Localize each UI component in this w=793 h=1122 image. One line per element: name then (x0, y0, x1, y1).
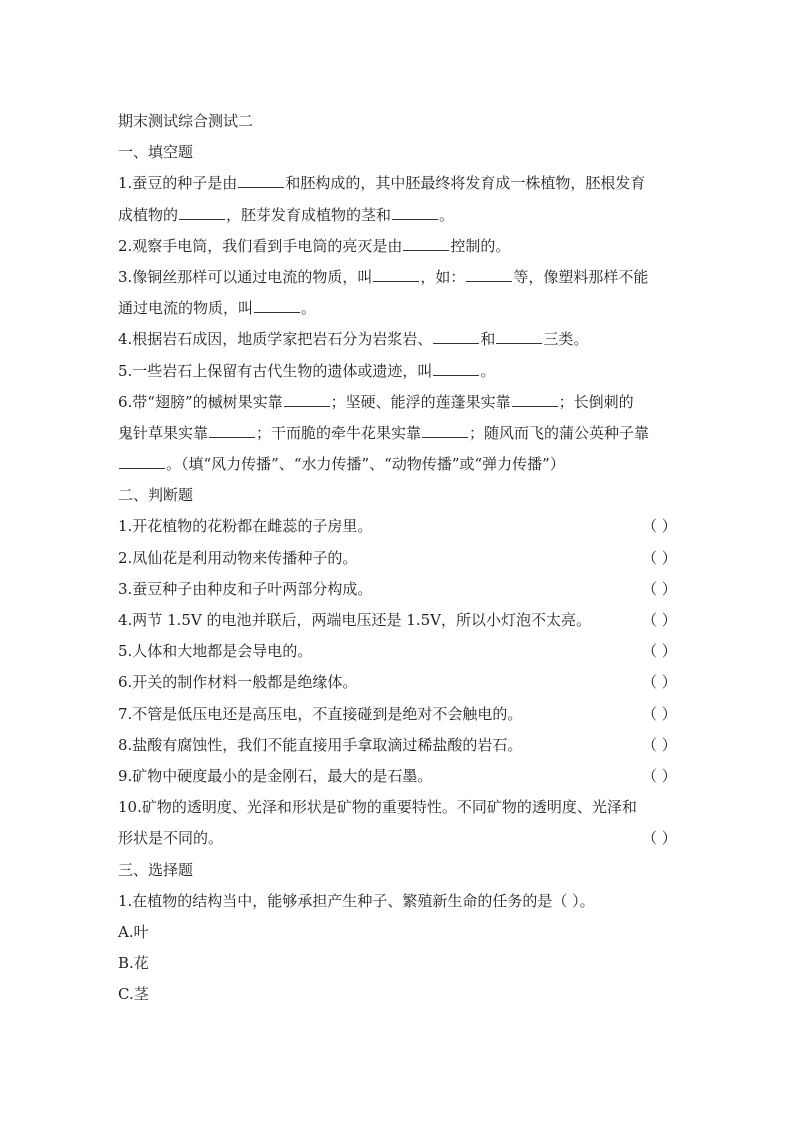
section-heading-choice: 三、选择题 (118, 860, 194, 879)
fill-q6-line1: 6.带“翅膀”的槭树果实靠 ；坚硬、能浮的莲蓬果实靠 ；长倒刺的 (118, 392, 634, 411)
choice-option-b: B.花 (118, 954, 149, 973)
document-page (118, 106, 678, 1010)
answer-blank (373, 267, 419, 282)
judge-item-4: 4.两节 1.5V 的电池并联后，两端电压还是 1.5V，所以小灯泡不太亮。 （ ） (118, 605, 678, 636)
judge-item-3: 3.蚕豆种子由种皮和子叶两部分构成。 （ ） (118, 574, 678, 605)
judge-item-1: 1.开花植物的花粉都在雌蕊的子房里。 （ ） (118, 511, 678, 542)
answer-blank (238, 173, 284, 188)
judge-item-8: 8.盐酸有腐蚀性，我们不能直接用手拿取滴过稀盐酸的岩石。 （ ） (118, 730, 678, 761)
fill-q6-line3: 。（填“风力传播”、“水力传播”、“动物传播”或“弹力传播”） (118, 449, 678, 480)
answer-paren: （ ） (642, 642, 677, 661)
answer-paren: （ ） (642, 829, 677, 848)
answer-paren: （ ） (642, 579, 677, 598)
answer-blank (512, 392, 558, 407)
fill-q5: 5.一些岩石上保留有古代生物的遗体或遗迹，叫 。 (118, 361, 496, 380)
judge-item-7: 7.不管是低压电还是高压电，不直接碰到是绝对不会触电的。 （ ） (118, 699, 678, 730)
answer-blank (119, 454, 165, 469)
answer-blank (496, 329, 542, 344)
fill-q1-line1: 1.蚕豆的种子是由 和胚构成的，其中胚最终将发育成一株植物，胚根发育 (118, 174, 646, 193)
judge-item-10-line1: 10.矿物的透明度、光泽和形状是矿物的重要特性。不同矿物的透明度、光泽和 (118, 798, 637, 817)
answer-blank (254, 298, 300, 313)
answer-paren: （ ） (642, 704, 677, 723)
section-heading-judge: 二、判断题 (118, 486, 194, 505)
answer-blank (179, 205, 225, 220)
judge-item-2: 2.凤仙花是利用动物来传播种子的。 （ ） (118, 543, 678, 574)
choice-q1: 1.在植物的结构当中，能够承担产生种子、繁殖新生命的任务的是（ ）。 (118, 891, 595, 910)
answer-paren: （ ） (642, 766, 677, 785)
fill-q6-line2: 鬼针草果实靠 ；干而脆的牵牛花果实靠 ；随风而飞的蒲公英种子靠 (118, 423, 650, 442)
answer-paren: （ ） (642, 517, 677, 536)
section-heading-fill: 一、填空题 (118, 143, 194, 162)
answer-blank (433, 361, 479, 376)
fill-q1-line2: 成植物的 ，胚芽发育成植物的茎和 。 (118, 205, 455, 224)
document-title: 期末测试综合测试二 (118, 112, 254, 130)
answer-blank (403, 236, 449, 251)
judge-item-5: 5.人体和大地都是会导电的。 （ ） (118, 636, 678, 667)
fill-q2: 2.观察手电筒，我们看到手电筒的亮灭是由 控制的。 (118, 236, 511, 255)
fill-q3-line1: 3.像铜丝那样可以通过电流的物质，叫 ，如： 等，像塑料那样不能 (118, 267, 649, 286)
answer-blank (284, 392, 330, 407)
choice-option-a: A.叶 (118, 922, 149, 941)
answer-paren: （ ） (642, 735, 677, 754)
choice-option-c: C.茎 (118, 985, 149, 1004)
answer-paren: （ ） (642, 611, 677, 629)
fill-q4: 4.根据岩石成因，地质学家把岩石分为岩浆岩、 和 三类。 (118, 330, 589, 349)
answer-paren: （ ） (642, 548, 677, 567)
answer-blank (466, 267, 512, 282)
judge-item-9: 9.矿物中硬度最小的是金刚石，最大的是石墨。 （ ） (118, 761, 678, 792)
answer-paren: （ ） (642, 673, 677, 692)
answer-blank (422, 423, 468, 438)
answer-blank (209, 423, 255, 438)
judge-item-10-line2: 形状是不同的。 （ ） (118, 823, 678, 854)
answer-blank (392, 205, 438, 220)
judge-item-6: 6.开关的制作材料一般都是绝缘体。 （ ） (118, 667, 678, 698)
fill-q3-line2: 通过电流的物质，叫 。 (118, 299, 317, 318)
answer-blank (433, 329, 479, 344)
